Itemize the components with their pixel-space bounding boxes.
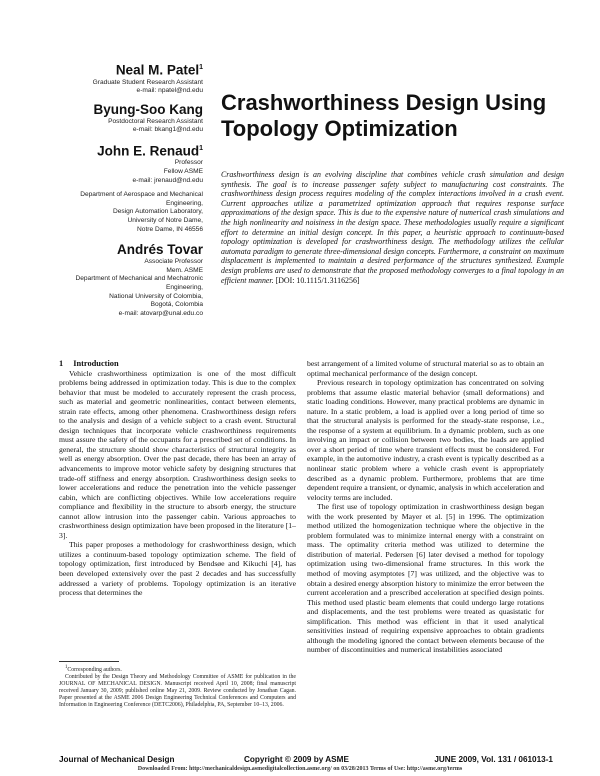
author-3: [40, 141, 203, 185]
footer-copyright: Copyright © 2009 by ASME: [244, 755, 349, 764]
paragraph: This paper proposes a methodology for crashworthiness design, which utilizes a continuum-based topology optimization scheme. The field of topology optimization, first introduced by Bendsøe and Kikuchi [4], has been developed extensively over the past 2 decades and has successfully addressed a variety of problems. Topology optimization is an iterative process that determines the: [59, 540, 296, 598]
author-3-membership: Fellow ASME: [163, 167, 203, 175]
author-3-footnote-mark: 1: [199, 144, 203, 152]
footnote-corresponding: $^1$Corresponding authors.: [65, 665, 122, 673]
section-heading: [59, 359, 296, 369]
author-1-email[interactable]: e-mail: npatel@nd.edu: [136, 87, 203, 95]
author-2-name: Byung-Soo Kang: [93, 101, 203, 117]
section-title: Introduction: [73, 359, 119, 368]
author-1-name: Neal M. Patel: [115, 62, 200, 78]
footnote-publication-info: Contributed by the Design Theory and Methodology Committee of ASME for publication in the JOURNAL OF MECHANICAL DESIGN. Manuscript received April 10, 2008; final manuscript received January 30, 2009; published online May 21, 2009. Review conducted by Jonathan Cagan. Paper presented at the ASME 2006 Design Engineering Technical Conferences and Computers and Information in Engineering Conference (DETC2006), Philadelphia, PA, September 10–13, 2006.: [59, 674, 296, 709]
author-4-name: Andrés Tovar: [116, 242, 203, 258]
paragraph: best arrangement of a limited volume of structural material so as to obtain an optimal mechanical performance of the design concept.: [307, 359, 544, 378]
doi-link[interactable]: [DOI: 10.1115/1.3116256]: [275, 275, 360, 285]
footer-journal: Journal of Mechanical Design: [59, 755, 175, 764]
author-2-role: Postdoctoral Research Assistant: [108, 117, 203, 125]
paragraph: The first use of topology optimization in crashworthiness design began with the work presented by Mayer et al. [5] in 1996. The optimization method utilized the homogenization technique where the objective in the problem formulated was to minimize internal energy with a constraint on mass. The optimality criteria method was utilized to determine the distribution of material. Pedersen [6] later devised a method for topology optimization using two-dimensional frame structures. In this work the method of moving asymptotes [7] was utilized, and the objective was to obtain a desired energy absorption history to minimize the error between the current acceleration and a prescribed acceleration at specified design points. This method used plastic beam elements that could undergo large rotations and displacements, and the test problems were treated as quasistatic for simplification. This method was efficient in that it used analytical sensitivities instead of requiring expensive approaches to obtain gradients although the modeling ignored the contact between elements because of the number of discontinuities and numerical instabilities associated: [307, 502, 544, 655]
author-3-email[interactable]: e-mail: jrenaud@nd.edu: [132, 176, 203, 184]
paragraph: Vehicle crashworthiness optimization is one of the most difficult problems being addressed in optimization today. This is due to the complex behavior that must be modeled to accurately represent the crash process, such as material and geometric nonlinearities, contact between elements, strain rate effects, among other phenomena. Crashworthiness design refers to the analysis and design of a vehicle subject to a crash event. Structural design techniques that incorporate vehicle crashworthiness requirements must assure the safety of the occupants for a prescribed set of conditions. In general, the structure should show characteristics of structural integrity as well as energy absorption. Over the past decade, there has been an array of advancements to improve motor vehicle safety by designing structures that trade-off stiffness and energy absorption. Crashworthiness design seeks to lower accelerations and reduce the penetration into the vehicle passenger cabin, which are conflicting objectives. While low accelerations require compliance and flexibility in the structure to absorb energy, the structure cannot allow intrusion into the passenger cabin. Various approaches to crashworthiness design optimization have been proposed in the literature [1–3].: [59, 368, 296, 540]
author-4: Andrés Tovar Associate Professor Mem. ASME Department of Mechanical and Mechatronic Engineering, National University of Colombia, Bogotá, Colombia e-mail: atovarp@unal.edu.co: [40, 242, 203, 318]
footnote-rule: [59, 661, 119, 662]
author-2-email[interactable]: e-mail: bkang1@nd.edu: [132, 126, 203, 134]
author-1: [40, 60, 203, 96]
author-4-email[interactable]: e-mail: atovarp@unal.edu.co: [118, 309, 203, 317]
footnotes: [59, 661, 296, 709]
download-notice: Downloaded From: http://mechanicaldesign.asmedigitalcollection.asme.org/ on 03/28/2013 Terms of Use: http://asme.org/terms: [137, 766, 463, 772]
right-column: [307, 359, 544, 655]
author-1-role: Graduate Student Research Assistant: [92, 78, 203, 86]
footer-issue: JUNE 2009, Vol. 131 / 061013-1: [434, 755, 553, 764]
affiliation-notre-dame: Department of Aerospace and Mechanical Engineering, Design Automation Laboratory, University of Notre Dame, Notre Dame, IN 46556: [80, 191, 203, 233]
paragraph: Previous research in topology optimization has concentrated on solving problems that assume elastic material behavior (small deformations) and static loading conditions. However, many practical problems are dynamic in nature. In a static problem, a load is applied over a long period of time so that the structural analysis is performed for the steady-state response, i.e., the response of a system at equilibrium. In a dynamic problem, such as one involving an impact or collision between two bodies, the loads are applied over a short period of time where transient effects must be considered. For example, in the automotive industry, a crash event is typically described as a nonlinear static problem where a vehicle crash event is appropriately described as a dynamic problem. Furthermore, problems that are time dependent require a transient, or dynamic, analysis in which acceleration and velocity terms are included.: [307, 378, 544, 502]
author-3-name: John E. Renaud: [97, 143, 200, 159]
author-block: [40, 60, 203, 324]
author-3-role: Professor: [174, 159, 203, 167]
abstract-text: Crashworthiness design is an evolving discipline that combines vehicle crash simulation and design synthesis. The goal is to increase passenger safety subject to manufacturing cost constraints. The crashworthiness design process requires modeling of the complex interactions involved in a crash event. Current approaches utilize a parametrized optimization approach that requires response surface approximations of the design space. This is due to the expensive nature of numerical crash simulations and the high nonlinearity and noisiness in the design space. These methodologies usually require a significant effort to determine an initial design concept. In this paper, a heuristic approach to continuum-based topology optimization is developed for crashworthiness design. The methodology utilizes the cellular automata paradigm to generate three-dimensional design concepts. Furthermore, a constraint on maximum displacement is implemented to maintain a desired performance of the structures synthesized. Example design problems are used to demonstrate that the proposed methodology converges to a final topology in an efficient manner.: [221, 170, 564, 285]
author-2: [40, 102, 203, 135]
left-column: [59, 359, 296, 598]
abstract: [221, 170, 564, 285]
section-number: 1: [59, 359, 64, 368]
paper-title: Crashworthiness Design Using Topology Optimization: [221, 90, 547, 141]
author-1-footnote-mark: 1: [199, 64, 203, 71]
